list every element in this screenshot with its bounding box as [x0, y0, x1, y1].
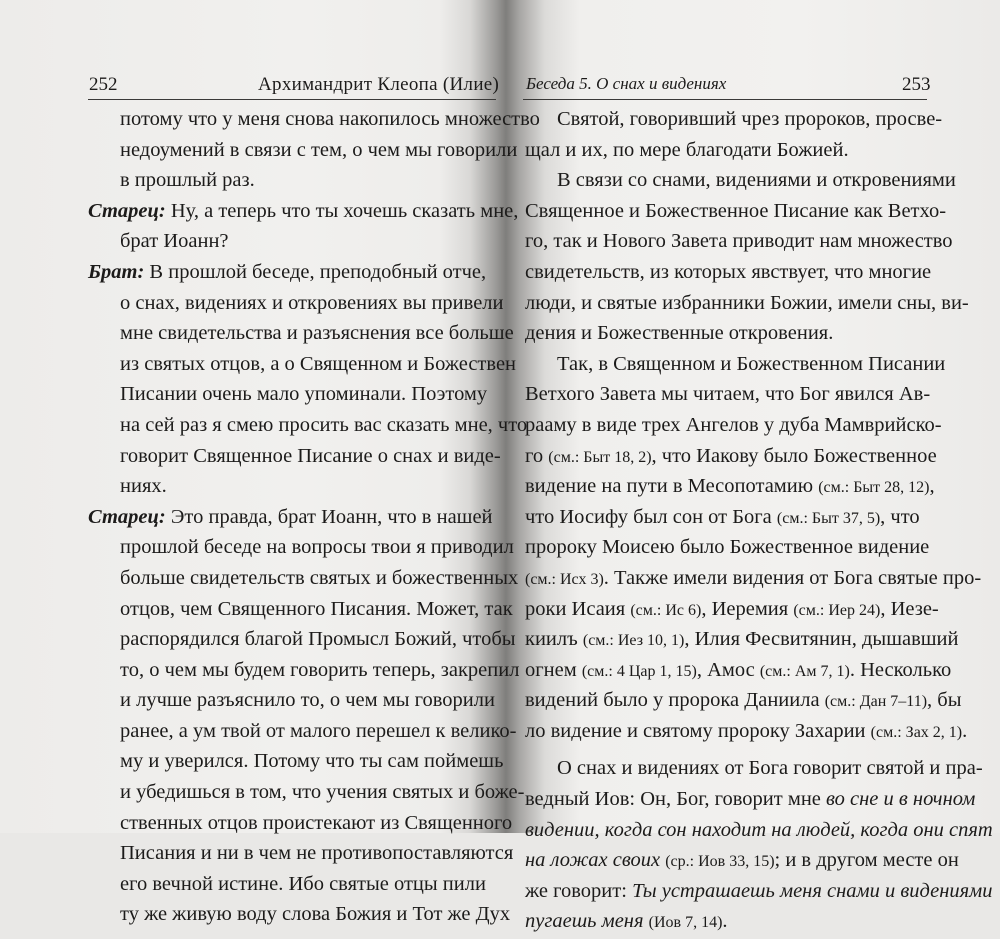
text-segment: недоумений в связи с тем, о чем мы говорили — [120, 138, 518, 161]
text-segment: потому что у меня снова накопилось множество — [120, 108, 540, 130]
text-line — [88, 349, 517, 380]
text-line — [525, 815, 993, 846]
text-line — [525, 784, 976, 815]
text-line — [525, 257, 932, 288]
text-segment: его вечной истине. Ибо святые отцы пили — [120, 872, 486, 895]
speaker-label: Старец: — [88, 199, 166, 222]
left-page-text — [88, 104, 540, 930]
text-segment: Так, в Священном и Божественном Писании — [557, 352, 946, 375]
text-line — [88, 563, 519, 594]
text-segment: пугаешь меня — [525, 910, 644, 933]
text-line — [88, 899, 511, 930]
text-line — [525, 441, 937, 472]
text-segment: видении, когда сон находит на людей, когда они спят — [525, 818, 993, 841]
text-segment: ло видение и святому пророку Захарии — [525, 719, 871, 742]
text-line — [88, 594, 513, 625]
text-segment: роки Исаия — [525, 597, 631, 620]
text-line — [88, 226, 488, 257]
text-segment: же говорит: — [525, 879, 633, 902]
text-segment: , Илия Фесвитянин, дышавший — [684, 628, 959, 651]
text-segment: брат Иоанн? — [120, 230, 229, 253]
text-line — [525, 624, 959, 655]
text-line — [88, 502, 493, 533]
text-line — [525, 379, 931, 410]
text-segment: му и уверился. Потому что ты сам поймешь — [120, 750, 504, 773]
text-line — [525, 318, 927, 349]
text-segment: . — [722, 910, 728, 933]
scripture-reference: (см.: Иер 24) — [793, 601, 881, 619]
text-segment: отцов, чем Священного Писания. Может, так — [120, 597, 513, 620]
text-segment: мне свидетельства и разъяснения все больше — [120, 322, 514, 345]
scripture-reference: (см.: 4 Цар 1, 15) — [581, 662, 697, 680]
text-line — [88, 288, 504, 319]
text-line — [525, 165, 956, 196]
text-line — [525, 288, 969, 319]
text-segment: огнем — [525, 658, 582, 681]
text-line — [525, 685, 962, 716]
text-line — [525, 502, 927, 533]
text-line — [88, 746, 504, 777]
scripture-reference: (см.: Быт 18, 2) — [548, 448, 652, 466]
text-segment: видений было у пророка Даниила — [525, 689, 825, 712]
scripture-reference: (см.: Иез 10, 1) — [582, 632, 685, 650]
text-segment: ту же живую воду слова Божия и Тот же Дух — [120, 903, 511, 926]
text-segment: и лучше разъяснило то, о чем мы говорили — [120, 689, 495, 712]
scripture-reference: (см.: Дан 7–11) — [824, 693, 928, 711]
right-running-title: Беседа 5. О снах и видениях — [526, 74, 727, 93]
speaker-label: Старец: — [88, 505, 166, 528]
text-segment: , что Иакову было Божественное — [651, 444, 937, 467]
text-segment: , Иеремия — [701, 597, 794, 620]
text-segment: щал и их, по мере благодати Божией. — [525, 138, 849, 161]
text-segment: и убедишься в том, что учения святых и боже- — [120, 781, 525, 804]
text-segment: то, о чем мы будем говорить теперь, закрепил — [120, 658, 520, 681]
text-line — [88, 869, 488, 900]
text-segment: рааму в виде трех Ангелов у дуба Мамврийско- — [525, 413, 942, 436]
text-segment: прошлой беседе на вопросы твои я приводил — [120, 536, 514, 559]
text-line — [525, 471, 935, 502]
text-segment: , Амос — [696, 658, 760, 681]
text-line — [88, 196, 519, 227]
text-segment: ; и в другом месте он — [774, 849, 959, 872]
text-segment: больше свидетельств святых и божественных — [120, 566, 519, 589]
scripture-reference: (Иов 7, 14) — [648, 914, 723, 932]
text-line — [88, 655, 520, 686]
text-segment: . Также имели видения от Бога святые про- — [603, 566, 982, 589]
text-segment: киилъ — [525, 628, 583, 651]
text-segment: ниях. — [120, 475, 167, 498]
text-segment: В прошлой беседе, преподобный отче, — [144, 260, 487, 283]
text-segment: из святых отцов, а о Священном и Божествен — [120, 352, 517, 375]
text-line — [525, 196, 947, 227]
text-line — [525, 716, 968, 747]
scripture-reference: (ср.: Иов 33, 15) — [665, 853, 775, 871]
text-line — [525, 104, 943, 135]
text-line — [88, 318, 514, 349]
text-line — [525, 532, 930, 563]
text-segment: , бы — [927, 689, 962, 712]
text-segment: говорит Священное Писание о снах и виде- — [120, 444, 501, 467]
text-segment: Ветхого Завета мы читаем, что Бог явился Ав- — [525, 383, 931, 406]
text-line — [525, 876, 993, 907]
text-segment: Писании очень мало упоминали. Поэтому — [120, 383, 488, 406]
right-page-number: 253 — [902, 74, 931, 95]
text-segment: Священное и Божественное Писание как Ветхо- — [525, 199, 947, 222]
text-segment: . Несколько — [849, 658, 952, 681]
text-line — [88, 808, 513, 839]
text-line — [88, 257, 488, 288]
text-segment: , — [929, 475, 935, 498]
text-line — [525, 563, 982, 594]
text-line — [525, 594, 939, 625]
text-line — [88, 135, 518, 166]
text-segment: Ну, а теперь что ты хочешь сказать мне, — [165, 199, 519, 222]
scripture-reference: (см.: Ис 6) — [630, 601, 702, 619]
right-header-rule — [523, 99, 927, 100]
text-line — [88, 165, 488, 196]
text-line — [525, 655, 952, 686]
text-segment: О снах и видениях от Бога говорит святой и пра- — [557, 757, 983, 780]
text-line — [88, 685, 495, 716]
text-segment: дения и Божественные откровения. — [525, 322, 834, 345]
text-segment: , что — [880, 505, 920, 528]
right-page — [515, 0, 1000, 933]
text-segment: в прошлый раз. — [120, 169, 255, 192]
text-segment: Писания и ни в чем не противопоставляются — [120, 842, 514, 865]
text-line — [525, 410, 942, 441]
scripture-reference: (см.: Ам 7, 1) — [759, 662, 850, 680]
text-segment: что Иосифу был сон от Бога — [525, 505, 777, 528]
text-line — [525, 753, 983, 784]
text-segment: распорядился благой Промысл Божий, чтобы — [120, 628, 516, 651]
text-line — [88, 716, 517, 747]
text-segment: Святой, говоривший чрез пророков, просве- — [557, 108, 943, 130]
text-segment: , Иезе- — [880, 597, 939, 620]
text-segment: о снах, видениях и откровениях вы привели — [120, 291, 504, 314]
scripture-reference: (см.: Исх 3) — [525, 570, 604, 588]
text-line — [88, 838, 514, 869]
text-segment: го, так и Нового Завета приводит нам множество — [525, 230, 953, 253]
text-line — [88, 441, 501, 472]
text-segment: Это правда, брат Иоанн, что в нашей — [165, 505, 493, 528]
text-segment: ранее, а ум твой от малого перешел к велико- — [120, 719, 517, 742]
scripture-reference: (см.: Быт 37, 5) — [776, 509, 881, 527]
left-header-rule — [88, 99, 496, 100]
text-segment: во сне и в ночном — [826, 788, 976, 811]
left-running-title: Архимандрит Клеопа (Илие) — [258, 74, 500, 95]
text-line — [88, 624, 516, 655]
text-line — [525, 349, 946, 380]
text-segment: ственных отцов проистекают из Священного — [120, 811, 513, 834]
text-line — [88, 379, 488, 410]
text-line — [525, 906, 927, 937]
text-segment: В связи со снами, видениями и откровениями — [557, 169, 956, 192]
text-line — [88, 777, 525, 808]
text-segment: го — [525, 444, 549, 467]
text-segment: ведный Иов: Он, Бог, говорит мне — [525, 788, 827, 811]
text-line — [88, 104, 540, 135]
text-segment: Ты устрашаешь меня снами и видениями — [632, 879, 993, 902]
text-segment: на сей раз я смею просить вас сказать мне, что — [120, 413, 528, 436]
text-segment: видение на пути в Месопотамию — [525, 475, 819, 498]
speaker-label: Брат: — [88, 260, 145, 283]
text-segment: . — [962, 719, 968, 742]
text-line — [525, 746, 927, 753]
text-segment: пророку Моисею было Божественное видение — [525, 536, 930, 559]
right-page-text — [525, 104, 993, 937]
text-line — [88, 471, 488, 502]
left-page-number: 252 — [89, 74, 118, 95]
text-segment: на ложах своих — [525, 849, 661, 872]
text-line — [525, 226, 953, 257]
text-line — [88, 532, 514, 563]
text-line — [525, 135, 927, 166]
text-segment: свидетельств, из которых явствует, что многие — [525, 260, 932, 283]
scripture-reference: (см.: Зах 2, 1) — [870, 723, 963, 741]
text-segment: люди, и святые избранники Божии, имели сны, ви- — [525, 291, 969, 314]
scripture-reference: (см.: Быт 28, 12) — [818, 479, 930, 497]
text-line — [88, 410, 528, 441]
text-line — [525, 845, 959, 876]
